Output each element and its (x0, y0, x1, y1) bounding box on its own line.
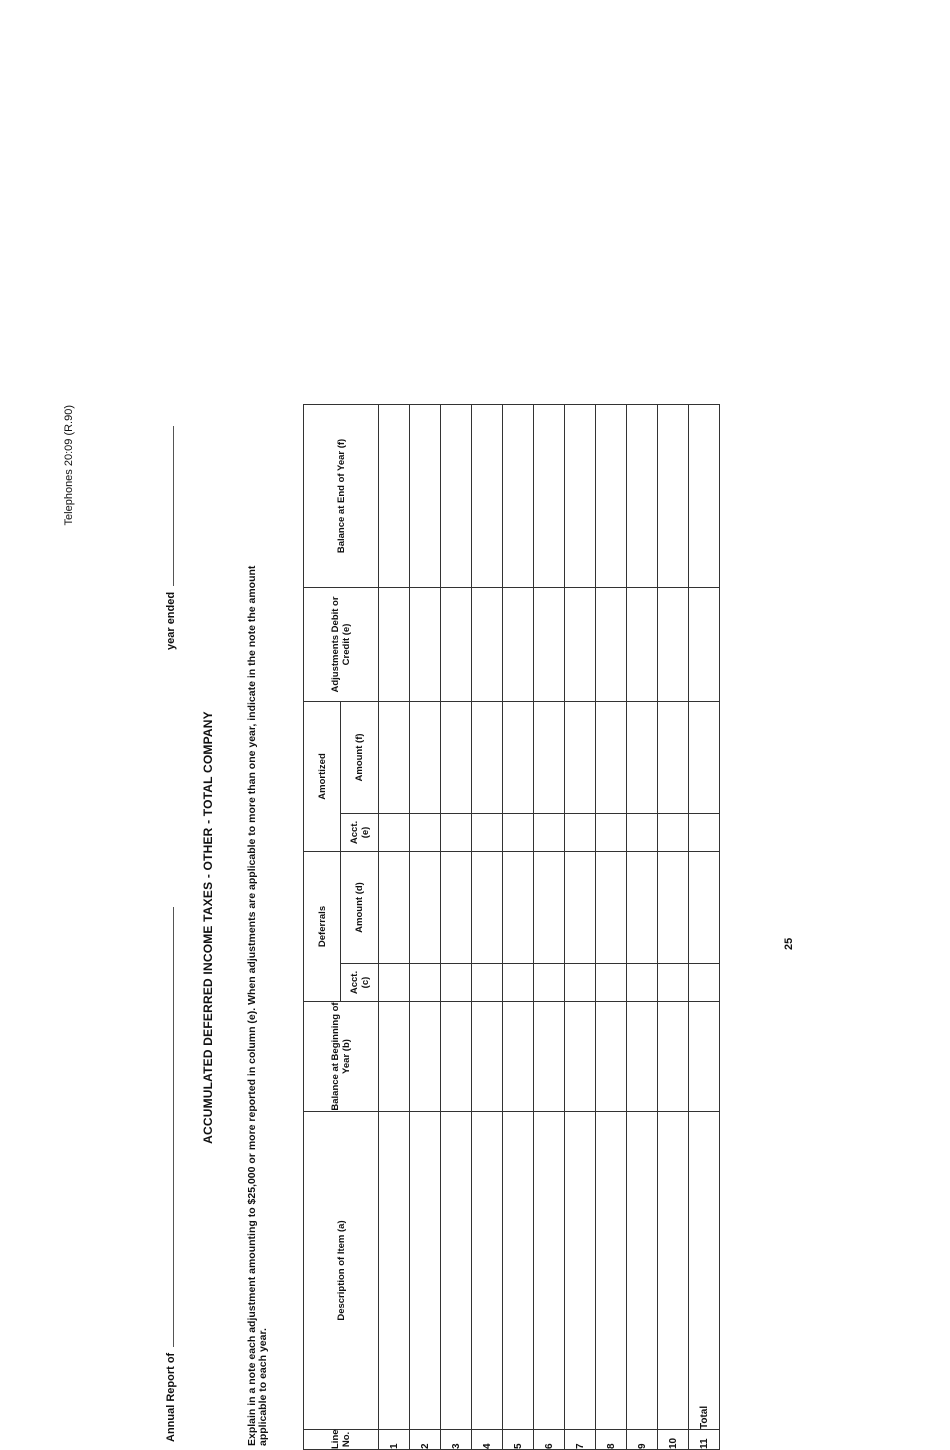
cell-deferrals-acct[interactable] (534, 964, 565, 1002)
cell-adjustments[interactable] (627, 587, 658, 701)
cell-deferrals-amount[interactable] (565, 851, 596, 963)
annual-report-of-label: Annual Report of (165, 1352, 177, 1442)
cell-amortized-acct[interactable] (565, 813, 596, 851)
cell-balance-end[interactable] (689, 404, 720, 587)
cell-balance-end[interactable] (596, 404, 627, 587)
cell-deferrals-amount[interactable] (658, 851, 689, 963)
cell-balance-begin[interactable] (689, 1002, 720, 1112)
cell-deferrals-amount[interactable] (503, 851, 534, 963)
cell-deferrals-amount[interactable] (627, 851, 658, 963)
year-ended-label: year ended (165, 591, 177, 650)
cell-amortized-acct[interactable] (503, 813, 534, 851)
cell-adjustments[interactable] (596, 587, 627, 701)
cell-balance-end[interactable] (410, 404, 441, 587)
cell-deferrals-acct[interactable] (441, 964, 472, 1002)
form-code: Telephones 20:09 (R.90) (63, 405, 75, 526)
cell-amortized-amount[interactable] (441, 701, 472, 813)
table-row (441, 404, 472, 1449)
cell-deferrals-amount[interactable] (596, 851, 627, 963)
cell-balance-begin[interactable] (534, 1002, 565, 1112)
cell-balance-end[interactable] (472, 404, 503, 587)
year-ended (163, 426, 177, 650)
cell-line-no: 5 (503, 1430, 534, 1450)
cell-amortized-acct[interactable] (379, 813, 410, 851)
cell-balance-begin[interactable] (565, 1002, 596, 1112)
cell-line-no: 10 (658, 1430, 689, 1450)
deferred-taxes-table (303, 404, 720, 1450)
cell-line-no: 9 (627, 1430, 658, 1450)
cell-deferrals-acct[interactable] (596, 964, 627, 1002)
cell-adjustments[interactable] (534, 587, 565, 701)
header-deferrals-amount: Amount (d) (341, 851, 379, 963)
cell-deferrals-acct[interactable] (689, 964, 720, 1002)
table-row (379, 404, 410, 1449)
cell-description[interactable] (565, 1112, 596, 1430)
year-ended-field[interactable] (163, 426, 174, 586)
cell-description[interactable] (658, 1112, 689, 1430)
cell-balance-end[interactable] (503, 404, 534, 587)
cell-line-no: 1 (379, 1430, 410, 1450)
cell-deferrals-amount[interactable] (534, 851, 565, 963)
cell-line-no: 2 (410, 1430, 441, 1450)
cell-line-no: 6 (534, 1430, 565, 1450)
annual-report-of (163, 907, 177, 1442)
cell-amortized-amount[interactable] (472, 701, 503, 813)
form-page (63, 405, 808, 1450)
table-row (627, 404, 658, 1449)
cell-amortized-acct[interactable] (410, 813, 441, 851)
cell-deferrals-amount[interactable] (472, 851, 503, 963)
cell-line-no: 4 (472, 1430, 503, 1450)
cell-balance-end[interactable] (534, 404, 565, 587)
cell-amortized-acct[interactable] (627, 813, 658, 851)
cell-deferrals-acct[interactable] (503, 964, 534, 1002)
header-deferrals: Deferrals (304, 851, 341, 1001)
cell-balance-begin[interactable] (658, 1002, 689, 1112)
cell-description[interactable] (441, 1112, 472, 1430)
page-number: 25 (783, 937, 795, 950)
cell-amortized-acct[interactable] (689, 813, 720, 851)
cell-balance-begin[interactable] (596, 1002, 627, 1112)
cell-description[interactable] (503, 1112, 534, 1430)
cell-amortized-acct[interactable] (472, 813, 503, 851)
cell-adjustments[interactable] (379, 587, 410, 701)
cell-description[interactable] (410, 1112, 441, 1430)
cell-adjustments[interactable] (565, 587, 596, 701)
cell-amortized-amount[interactable] (534, 701, 565, 813)
cell-description[interactable] (534, 1112, 565, 1430)
cell-description[interactable] (379, 1112, 410, 1430)
cell-deferrals-amount[interactable] (379, 851, 410, 963)
header-amortized-acct: Acct. (e) (341, 813, 379, 851)
cell-adjustments[interactable] (503, 587, 534, 701)
cell-amortized-amount[interactable] (410, 701, 441, 813)
cell-amortized-amount[interactable] (565, 701, 596, 813)
header-line-no: Line No. (304, 1430, 379, 1450)
cell-deferrals-amount[interactable] (689, 851, 720, 963)
cell-amortized-acct[interactable] (441, 813, 472, 851)
cell-amortized-amount[interactable] (596, 701, 627, 813)
cell-description[interactable] (472, 1112, 503, 1430)
cell-adjustments[interactable] (410, 587, 441, 701)
cell-balance-end[interactable] (441, 404, 472, 587)
cell-amortized-acct[interactable] (534, 813, 565, 851)
cell-deferrals-acct[interactable] (410, 964, 441, 1002)
cell-adjustments[interactable] (441, 587, 472, 701)
cell-deferrals-acct[interactable] (472, 964, 503, 1002)
form-title: ACCUMULATED DEFERRED INCOME TAXES - OTHER - TOTAL COMPANY (201, 711, 215, 1144)
cell-adjustments[interactable] (689, 587, 720, 701)
cell-deferrals-acct[interactable] (658, 964, 689, 1002)
cell-deferrals-amount[interactable] (441, 851, 472, 963)
cell-line-no: 7 (565, 1430, 596, 1450)
cell-deferrals-acct[interactable] (379, 964, 410, 1002)
cell-balance-end[interactable] (627, 404, 658, 587)
cell-line-no: 8 (596, 1430, 627, 1450)
cell-balance-begin[interactable] (379, 1002, 410, 1112)
cell-balance-begin[interactable] (441, 1002, 472, 1112)
table-row (658, 404, 689, 1449)
cell-balance-end[interactable] (658, 404, 689, 587)
table-row (534, 404, 565, 1449)
cell-deferrals-amount[interactable] (410, 851, 441, 963)
cell-amortized-acct[interactable] (596, 813, 627, 851)
annual-report-of-field[interactable] (163, 907, 174, 1347)
header-amortized-amount: Amount (f) (341, 701, 379, 813)
cell-amortized-amount[interactable] (503, 701, 534, 813)
cell-line-no: 11 (689, 1430, 720, 1450)
cell-amortized-acct[interactable] (658, 813, 689, 851)
cell-balance-end[interactable] (379, 404, 410, 587)
header-adjustments: Adjustments Debit or Credit (e) (304, 587, 379, 701)
cell-amortized-amount[interactable] (627, 701, 658, 813)
table-row (503, 404, 534, 1449)
table-row (565, 404, 596, 1449)
cell-amortized-amount[interactable] (689, 701, 720, 813)
cell-adjustments[interactable] (472, 587, 503, 701)
cell-balance-begin[interactable] (410, 1002, 441, 1112)
cell-balance-begin[interactable] (627, 1002, 658, 1112)
cell-balance-begin[interactable] (472, 1002, 503, 1112)
table-row (689, 404, 720, 1449)
cell-description[interactable] (627, 1112, 658, 1430)
header-amortized: Amortized (304, 701, 341, 851)
table-row (596, 404, 627, 1449)
table-row (472, 404, 503, 1449)
header-balance-end: Balance at End of Year (f) (304, 404, 379, 587)
cell-amortized-amount[interactable] (379, 701, 410, 813)
cell-description: Total (689, 1112, 720, 1430)
cell-adjustments[interactable] (658, 587, 689, 701)
table-row (410, 404, 441, 1449)
cell-deferrals-acct[interactable] (565, 964, 596, 1002)
header-description: Description of Item (a) (304, 1112, 379, 1430)
cell-deferrals-acct[interactable] (627, 964, 658, 1002)
header-balance-begin: Balance at Beginning of Year (b) (304, 1002, 379, 1112)
cell-description[interactable] (596, 1112, 627, 1430)
instructions: Explain in a note each adjustment amounting to $25,000 or more reported in column (e). When adjustments are applicable to more than one year, indicate in the note the amount applicable to each year. (246, 565, 269, 1446)
table-body (379, 404, 720, 1449)
header-deferrals-acct: Acct. (c) (341, 964, 379, 1002)
cell-line-no: 3 (441, 1430, 472, 1450)
cell-amortized-amount[interactable] (658, 701, 689, 813)
cell-balance-begin[interactable] (503, 1002, 534, 1112)
cell-balance-end[interactable] (565, 404, 596, 587)
